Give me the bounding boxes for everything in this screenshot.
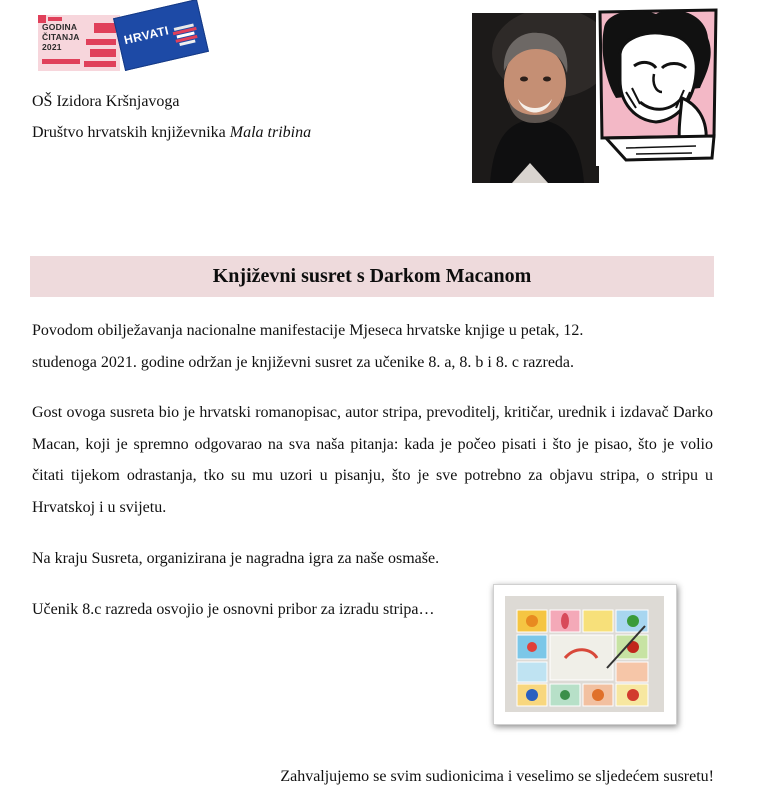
hrvati-logo	[113, 0, 209, 71]
society-name-text: Društvo hrvatskih književnika	[32, 124, 230, 141]
society-name-italic: Mala tribina	[229, 124, 312, 141]
prize-photo-frame	[493, 584, 677, 725]
school-name: OŠ Izidora Kršnjavoga	[32, 93, 180, 110]
logo-line-2: ČITANJA	[42, 32, 80, 42]
prize-photo	[505, 596, 664, 712]
hrvati-logo-word: HRVATI	[122, 23, 171, 48]
paragraph-winner: Učenik 8.c razreda osvojio je osnovni pribor za izradu stripa…	[32, 601, 435, 618]
paragraph-intro	[32, 315, 713, 378]
closing-text: Zahvaljujemo se svim sudionicima i veselimo se sljedećem susretu!	[280, 768, 714, 785]
logo-line-1: GODINA	[42, 22, 78, 32]
author-photo	[472, 13, 599, 183]
page-title: Književni susret s Darkom Macanom	[212, 265, 532, 287]
title-banner	[30, 256, 714, 297]
caricature-drawing	[596, 8, 720, 166]
paragraph-guest: Gost ovoga susreta bio je hrvatski romanopisac, autor stripa, prevoditelj, kritičar, urednik i izdavač Darko Macan, koji je spremno odgovarao na sva naša pitanja: kada je počeo pisati i što je pisao, što je volio čitati tijekom odrastanja, tko su mu uzori u pisanju, što je sve potrebno za objavu stripa, o stripu u Hrvatskoj i u svijetu.	[32, 404, 713, 516]
paragraph-intro-line-2: studenoga 2021. godine održan je književni susret za učenike 8. a, 8. b i 8. c razreda.	[32, 353, 575, 371]
paragraph-intro-line-1: Povodom obilježavanja nacionalne manifestacije Mjeseca hrvatske knjige u petak, 12.	[32, 322, 584, 339]
paragraph-contest: Na kraju Susreta, organizirana je nagradna igra za naše osmaše.	[32, 550, 440, 567]
logo-line-3: 2021	[42, 42, 62, 52]
society-name	[32, 124, 311, 142]
godina-citanja-logo	[38, 15, 120, 71]
